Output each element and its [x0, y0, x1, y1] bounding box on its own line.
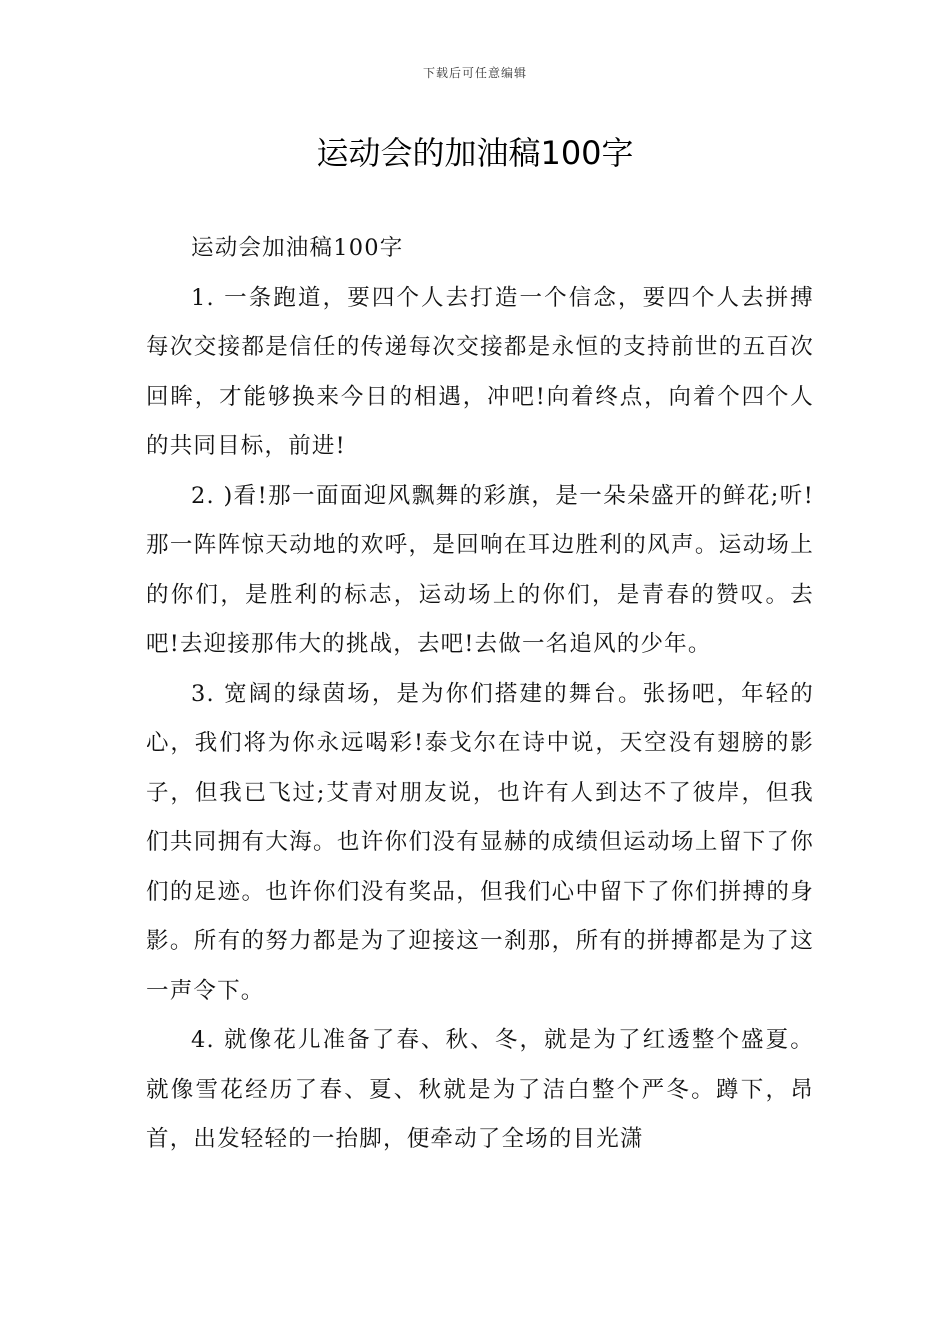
header-note: 下载后可任意编辑 [422, 66, 527, 80]
document-title: 运动会的加油稿100字 [316, 134, 634, 172]
paragraph-2: 2. )看!那一面面迎风飘舞的彩旗，是一朵朵盛开的鲜花;听!那一阵阵惊天动地的欢呼，是回响在耳边胜利的风声。运动场上的你们，是胜利的标志，运动场上的你们，是青春的赞叹。去吧!去迎接那伟大的挑战，去吧!去做一名追风的少年。 [146, 482, 814, 657]
document-body [146, 224, 814, 1165]
paragraph-4: 4. 就像花儿准备了春、秋、冬，就是为了红透整个盛夏。就像雪花经历了春、夏、秋就是为了洁白整个严冬。蹲下，昂首，出发轻轻的一抬脚，便牵动了全场的目光潇 [146, 1027, 814, 1152]
paragraph-3: 3. 宽阔的绿茵场，是为你们搭建的舞台。张扬吧，年轻的心，我们将为你永远喝彩!泰戈尔在诗中说，天空没有翅膀的影子，但我已飞过;艾青对朋友说，也许有人到达不了彼岸，但我们共同拥有大海。也许你们没有显赫的成绩但运动场上留下了你们的足迹。也许你们没有奖品，但我们心中留下了你们拼搏的身影。所有的努力都是为了迎接这一刹那，所有的拼搏都是为了这一声令下。 [146, 680, 814, 1004]
paragraph-subtitle: 运动会加油稿100字 [191, 235, 404, 261]
paragraph-1: 1. 一条跑道，要四个人去打造一个信念，要四个人去拼搏每次交接都是信任的传递每次交接都是永恒的支持前世的五百次回眸，才能够换来今日的相遇，冲吧!向着终点，向着个四个人的共同目标，前进! [146, 284, 814, 459]
